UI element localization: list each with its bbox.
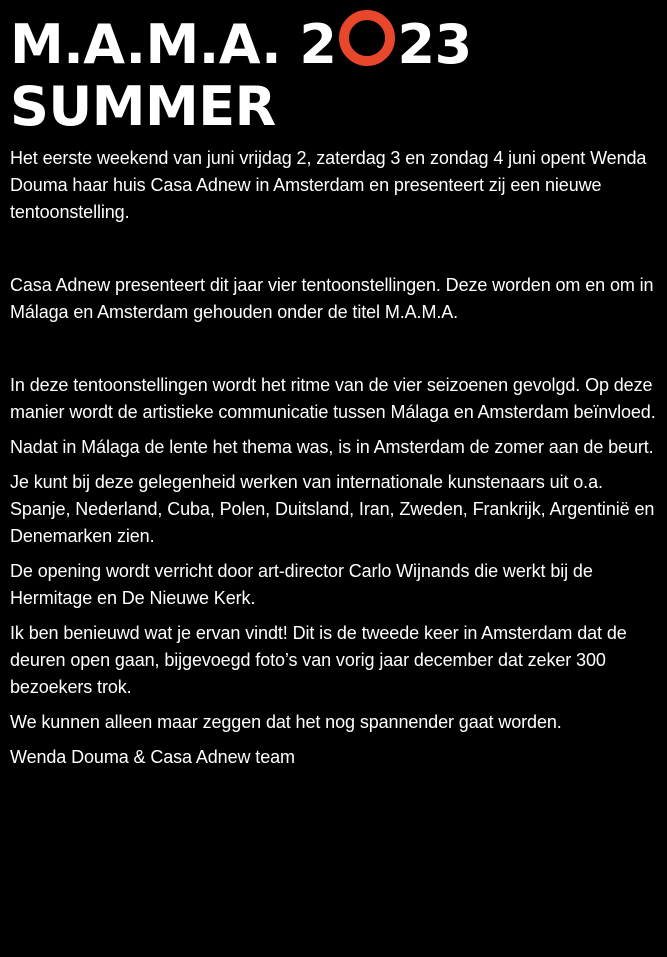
- signature: Wenda Douma & Casa Adnew team: [10, 747, 295, 767]
- paragraph-exhibitions: Casa Adnew presenteert dit jaar vier tentoonstellingen. Deze worden om en om in Málaga en Amsterdam gehouden onder de titel M.A.M.A.: [10, 275, 654, 322]
- title-season: SUMMER: [10, 75, 276, 138]
- paragraph-artists: Je kunt bij deze gelegenheid werken van internationale kunstenaars uit o.a. Spanje, Nederland, Cuba, Polen, Duitsland, Iran, Zweden, Frankrijk, Argentinië en Denemarken zien.: [10, 472, 655, 546]
- title-text-part2: 23: [397, 13, 472, 76]
- paragraph-intro: Het eerste weekend van juni vrijdag 2, zaterdag 3 en zondag 4 juni opent Wenda Douma haar huis Casa Adnew in Amsterdam en presenteert zij een nieuwe tentoonstelling.: [10, 148, 647, 222]
- page-title: [10, 0, 660, 138]
- spacer: [10, 334, 660, 372]
- paragraph-seasons: In deze tentoonstellingen wordt het ritme van de vier seizoenen gevolgd. Op deze manier wordt de artistieke communicatie tussen Málaga en Amsterdam beïnvloed.: [10, 375, 656, 422]
- spacer: [10, 234, 660, 272]
- paragraph-closing: We kunnen alleen maar zeggen dat het nog spannender gaat worden.: [10, 712, 562, 732]
- red-ring-icon: [339, 10, 395, 66]
- title-text-part1: M.A.M.A. 2: [10, 13, 337, 76]
- paragraph-theme: Nadat in Málaga de lente het thema was, is in Amsterdam de zomer aan de beurt.: [10, 437, 654, 457]
- title-line-main: [10, 10, 660, 76]
- paragraph-opening: De opening wordt verricht door art-director Carlo Wijnands die werkt bij de Hermitage en De Nieuwe Kerk.: [10, 561, 593, 608]
- paragraph-visitors: Ik ben benieuwd wat je ervan vindt! Dit is de tweede keer in Amsterdam dat de deuren open gaan, bijgevoegd foto’s van vorig jaar december dat zeker 300 bezoekers trok.: [10, 623, 627, 697]
- article-body: [10, 145, 660, 771]
- article: [10, 0, 660, 779]
